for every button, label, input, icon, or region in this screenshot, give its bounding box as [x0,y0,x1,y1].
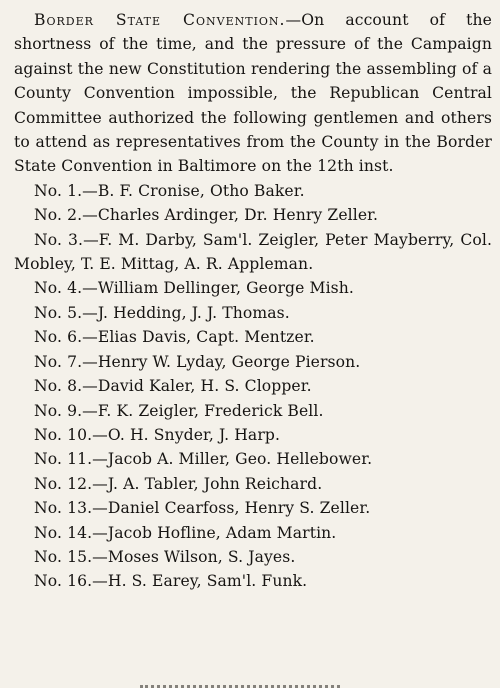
delegate-names: O. H. Snyder, J. Harp. [107,425,281,444]
delegate-list [14,179,492,594]
delegate-names: H. S. Earey, Sam'l. Funk. [107,572,308,591]
list-item: No. 7.—Henry W. Lyday, George Pierson. [34,352,361,371]
delegate-names: Moses Wilson, S. Jayes. [107,547,296,566]
list-item: No. 6.—Elias Davis, Capt. Mentzer. [34,328,315,347]
top-cut-fragment [170,0,330,5]
delegate-names: F. K. Zeigler, Frederick Bell. [97,401,324,420]
list-item: No. 5.—J. Hedding, J. J. Thomas. [34,303,290,322]
delegate-names: B. F. Cronise, Otho Baker. [97,181,305,200]
delegate-names: J. Hedding, J. J. Thomas. [97,303,290,322]
list-item: No. 1.—B. F. Cronise, Otho Baker. [34,181,305,200]
list-item: No. 11.—Jacob A. Miller, Geo. Hellebower. [34,450,373,469]
delegate-names: Elias Davis, Capt. Mentzer. [97,328,315,347]
district-number: No. 2. [34,206,83,225]
district-number: No. 11. [34,450,93,469]
delegate-names: Charles Ardinger, Dr. Henry Zeller. [97,206,379,225]
district-number: No. 1. [34,181,83,200]
delegate-names: F. M. Darby, Sam'l. Zeigler, Peter Mayberry, Col. Mobley, T. E. Mittag, A. R. Appleman. [14,230,492,274]
delegate-names: Jacob A. Miller, Geo. Hellebower. [107,450,373,469]
article [14,8,492,594]
list-item: No. 15.—Moses Wilson, S. Jayes. [34,547,296,566]
list-item: No. 2.—Charles Ardinger, Dr. Henry Zeller. [34,206,379,225]
district-number: No. 15. [34,547,93,566]
delegate-names: J. A. Tabler, John Reichard. [107,474,323,493]
article-body: —On account of the shortness of the time, and the pressure of the Campaign against the new Constitution rendering the assembling of a County Convention impossible, the Republican Central Committee authorized the following gentlemen and others to attend as representatives from the County in the Border State Convention in Baltimore on the 12th inst. [14,11,492,176]
delegate-names: David Kaler, H. S. Clopper. [97,377,312,396]
list-item: No. 9.—F. K. Zeigler, Frederick Bell. [34,401,324,420]
district-number: No. 12. [34,474,93,493]
list-item: No. 14.—Jacob Hofline, Adam Martin. [34,523,337,542]
district-number: No. 8. [34,377,83,396]
delegate-names: Jacob Hofline, Adam Martin. [107,523,337,542]
delegate-names: Henry W. Lyday, George Pierson. [97,352,361,371]
list-item: No. 16.—H. S. Earey, Sam'l. Funk. [34,572,308,591]
district-number: No. 9. [34,401,83,420]
list-item: No. 3.—F. M. Darby, Sam'l. Zeigler, Peter Mayberry, Col. Mobley, T. E. Mittag, A. R. Appleman. [14,230,492,274]
district-number: No. 14. [34,523,93,542]
district-number: No. 5. [34,303,83,322]
list-item: No. 10.—O. H. Snyder, J. Harp. [34,425,281,444]
district-number: No. 10. [34,425,93,444]
list-item: No. 8.—David Kaler, H. S. Clopper. [34,377,312,396]
list-item: No. 13.—Daniel Cearfoss, Henry S. Zeller. [34,499,371,518]
list-item: No. 12.—J. A. Tabler, John Reichard. [34,474,323,493]
district-number: No. 4. [34,279,83,298]
district-number: No. 7. [34,352,83,371]
delegate-names: William Dellinger, George Mish. [97,279,354,298]
district-number: No. 13. [34,499,93,518]
list-item: No. 4.—William Dellinger, George Mish. [34,279,354,298]
district-number: No. 6. [34,328,83,347]
intro-paragraph [14,8,492,179]
article-headline: Border State Convention. [34,11,286,29]
bottom-cut-fragment [140,679,340,688]
delegate-names: Daniel Cearfoss, Henry S. Zeller. [107,499,371,518]
district-number: No. 16. [34,572,93,591]
district-number: No. 3. [34,230,84,249]
